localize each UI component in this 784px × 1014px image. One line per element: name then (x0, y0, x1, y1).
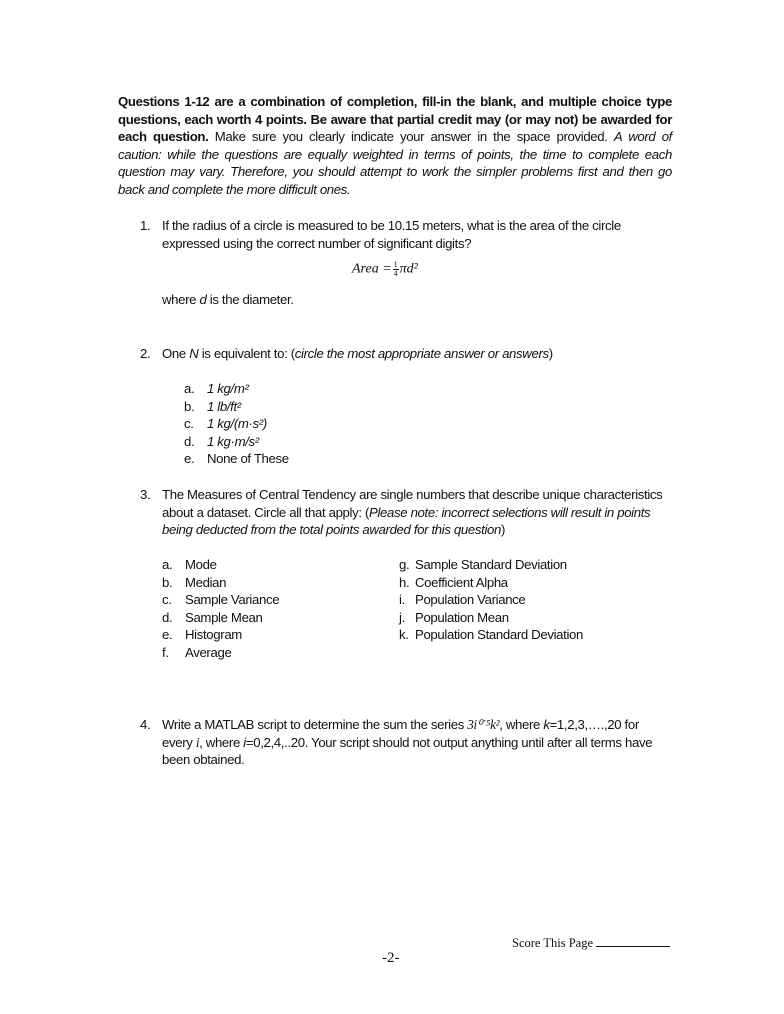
question-text (162, 716, 670, 769)
option-letter: c. (184, 416, 194, 432)
question-3 (140, 486, 670, 539)
option-c[interactable] (162, 591, 382, 609)
option-letter: a. (162, 557, 173, 572)
option-text: Sample Standard Deviation (415, 557, 567, 572)
option-text: 1 lb/ft² (207, 398, 241, 414)
q2-prefix: One (162, 346, 190, 361)
where-suffix: is the diameter. (206, 292, 294, 307)
q3-suffix: ) (501, 522, 506, 538)
formula-note (162, 292, 294, 307)
option-e[interactable] (162, 626, 382, 644)
option-g[interactable] (399, 556, 659, 574)
q2-options (184, 380, 384, 468)
option-text: None of These (207, 451, 289, 467)
instructions-normal: Make sure you clearly indicate your answer in the space provided. (208, 129, 614, 145)
option-letter: i. (399, 592, 405, 608)
score-this-page (512, 935, 670, 951)
where-prefix: where (162, 292, 200, 307)
formula-fraction (393, 261, 399, 278)
option-letter: b. (184, 398, 195, 414)
option-text: 1 kg/(m·s²) (207, 416, 267, 432)
option-d[interactable] (184, 433, 384, 451)
option-text: Sample Variance (185, 592, 280, 608)
area-formula (352, 261, 418, 278)
option-letter: a. (184, 381, 195, 396)
option-letter: f. (162, 644, 169, 660)
question-text: If the radius of a circle is measured to be 10.15 meters, what is the area of the circle expressed using the correct number of significant digits? (162, 218, 621, 251)
option-letter: e. (162, 627, 173, 643)
formula-numerator: 1 (393, 260, 398, 269)
option-letter: k. (399, 627, 409, 643)
question-text (162, 486, 670, 539)
q3-italic-note: Please note: incorrect selections will result in points being deducted from the total points awarded for this question (162, 504, 651, 538)
q2-suffix: ) (548, 346, 553, 361)
q3-options-left (162, 556, 382, 662)
option-text: Population Mean (415, 609, 509, 625)
score-blank-line[interactable] (596, 935, 670, 947)
option-c[interactable] (184, 415, 384, 433)
q2-middle: is equivalent to: ( (198, 346, 295, 361)
question-number: 3. (140, 487, 151, 502)
question-text (162, 345, 670, 363)
q4-part1: Write a MATLAB script to determine the sum the series (162, 717, 468, 732)
option-letter: h. (399, 574, 410, 590)
option-d[interactable] (162, 609, 382, 627)
q4-part5: =0,2,4,..20. Your script should not output anything until after all terms have been obtained. (162, 734, 653, 768)
question-2 (140, 345, 670, 363)
q4-part3: =1,2,3,….,20 for every (162, 717, 639, 750)
q2-italic-instruction: circle the most appropriate answer or answers (294, 346, 549, 361)
score-label: Score This Page (512, 936, 594, 950)
option-letter: j. (399, 609, 405, 625)
option-j[interactable] (399, 609, 659, 627)
q4-k-variable: k (543, 717, 550, 732)
option-letter: g. (399, 557, 410, 572)
option-b[interactable] (184, 398, 384, 416)
option-b[interactable] (162, 574, 382, 592)
option-e[interactable] (184, 450, 384, 468)
q4-i-variable-2: i (243, 734, 246, 750)
q2-variable: N (189, 346, 199, 361)
option-text: Average (185, 644, 232, 660)
question-1 (140, 217, 670, 252)
q3-options-right (399, 556, 659, 644)
q4-part2: , where (499, 717, 544, 732)
option-letter: e. (184, 451, 195, 467)
formula-left: Area = (352, 261, 392, 277)
option-letter: c. (162, 592, 172, 608)
option-letter: b. (162, 574, 173, 590)
q4-i-variable: i (195, 734, 200, 750)
option-text: Histogram (185, 627, 242, 643)
page-number: -2- (382, 950, 400, 966)
formula-denominator: 4 (393, 269, 398, 278)
option-letter: d. (184, 433, 195, 449)
question-number: 4. (140, 717, 151, 732)
option-text: 1 kg·m/s² (207, 433, 259, 449)
instructions-italic: A word of caution: while the questions are equally weighted in terms of points, the time to complete each question may vary. Therefore, you should attempt to work the simpler problems first and then go back and complete the more difficult ones. (118, 129, 672, 197)
question-number: 2. (140, 346, 151, 361)
option-a[interactable] (184, 380, 384, 398)
instructions-paragraph (118, 93, 672, 199)
option-k[interactable] (399, 626, 659, 644)
q3-text: The Measures of Central Tendency are single numbers that describe unique characteristics about a dataset. Circle all that apply: ( (162, 487, 663, 520)
option-text: Population Variance (415, 592, 526, 608)
question-number: 1. (140, 218, 151, 233)
q4-part4: , where (199, 734, 244, 750)
option-text: Mode (185, 557, 217, 572)
option-text: Sample Mean (185, 609, 263, 625)
option-text: Coefficient Alpha (415, 574, 508, 590)
option-text: Population Standard Deviation (415, 627, 584, 643)
formula-right: πd² (399, 261, 418, 277)
option-text: Median (185, 574, 227, 590)
option-h[interactable] (399, 574, 659, 592)
instructions-bold: Questions 1-12 are a combination of completion, fill-in the blank, and multiple choice type questions, each worth 4 points. Be aware that partial credit may (or may not) be awarded for each question. (118, 94, 672, 145)
question-4 (140, 716, 670, 769)
where-variable: d (199, 292, 207, 307)
option-letter: d. (162, 609, 173, 625)
option-i[interactable] (399, 591, 659, 609)
option-f[interactable] (162, 644, 382, 662)
option-a[interactable] (162, 556, 382, 574)
q4-series-formula: 3i⁰˙⁵k² (467, 717, 500, 732)
option-text: 1 kg/m² (207, 381, 249, 396)
